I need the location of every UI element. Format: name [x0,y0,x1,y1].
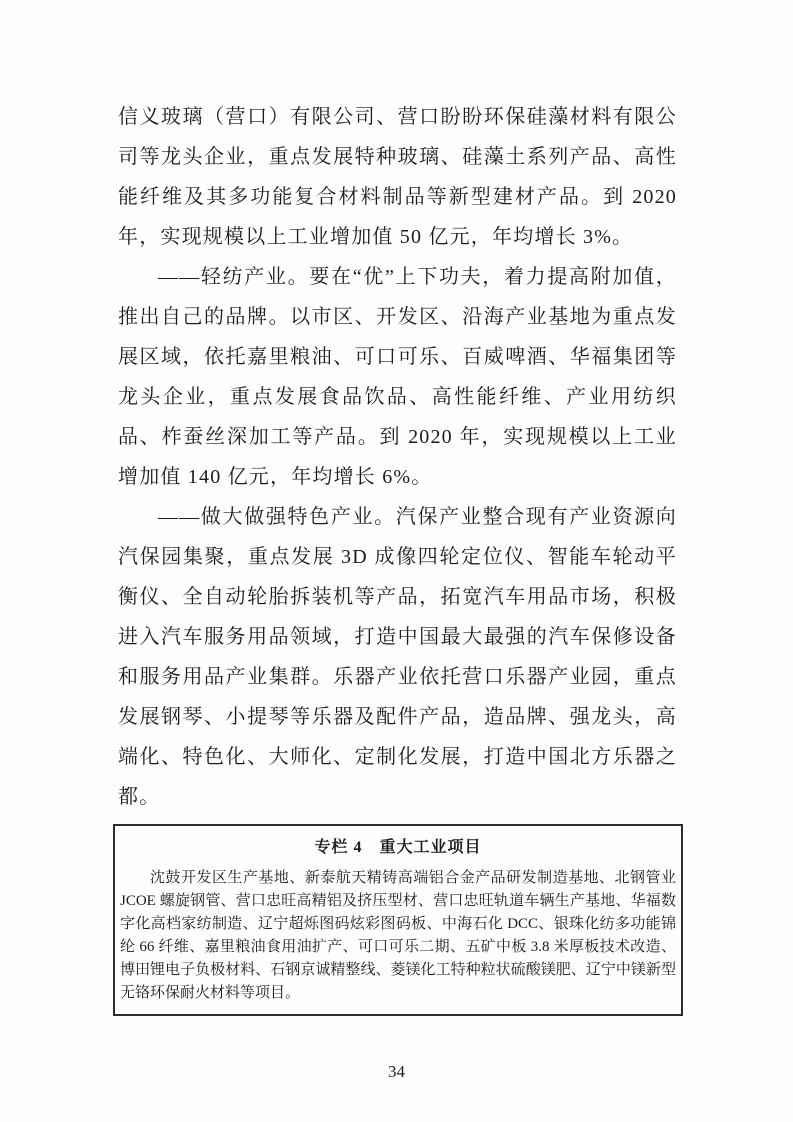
page-number: 34 [388,1062,405,1081]
body-paragraph-building-materials: 信义玻璃（营口）有限公司、营口盼盼环保硅藻材料有限公司等龙头企业，重点发展特种玻璃、硅藻土系列产品、高性能纤维及其多功能复合材料制品等新型建材产品。到 2020 年，实现规模以上工业增加值 50 亿元，年均增长 3%。 [118,106,677,248]
callout-box-body: 沈鼓开发区生产基地、新泰航天精铸高端铝合金产品研发制造基地、北钢管业 JCOE 螺旋钢管、营口忠旺高精铝及挤压型材、营口忠旺轨道车辆生产基地、华福数字化高档家纺制造、辽宁超烁图码炫彩图码板、中海石化 DCC、银珠化纺多功能锦纶 66 纤维、嘉里粮油食用油扩产、可口可乐二期、五矿中板 3.8 米厚板技术改造、博田锂电子负极材料、石钢京诚精整线、菱镁化工特种粒状硫酸镁肥、辽宁中镁新型无铬环保耐火材料等项目。 [120,870,676,1001]
page-content [118,97,677,1016]
body-paragraph-light-textile-industry: ——轻纺产业。要在“优”上下功夫，着力提高附加值，推出自己的品牌。以市区、开发区、沿海产业基地为重点发展区域，依托嘉里粮油、可口可乐、百威啤酒、华福集团等龙头企业，重点发展食品饮品、高性能纤维、产业用纺织品、柞蚕丝深加工等产品。到 2020 年，实现规模以上工业增加值 140 亿元，年均增长 6%。 [118,266,677,488]
callout-box-major-industrial-projects [113,824,683,1016]
callout-box-title: 专栏 4 重大工业项目 [314,839,482,856]
body-paragraph-specialty-industries: ——做大做强特色产业。汽保产业整合现有产业资源向汽保园集聚，重点发展 3D 成像四轮定位仪、智能车轮动平衡仪、全自动轮胎拆装机等产品，拓宽汽车用品市场，积极进入汽车服务用品领域，打造中国最大最强的汽车保修设备和服务用品产业集群。乐器产业依托营口乐器产业园，重点发展钢琴、小提琴等乐器及配件产品，造品牌、强龙头，高端化、特色化、大师化、定制化发展，打造中国北方乐器之都。 [118,506,677,808]
